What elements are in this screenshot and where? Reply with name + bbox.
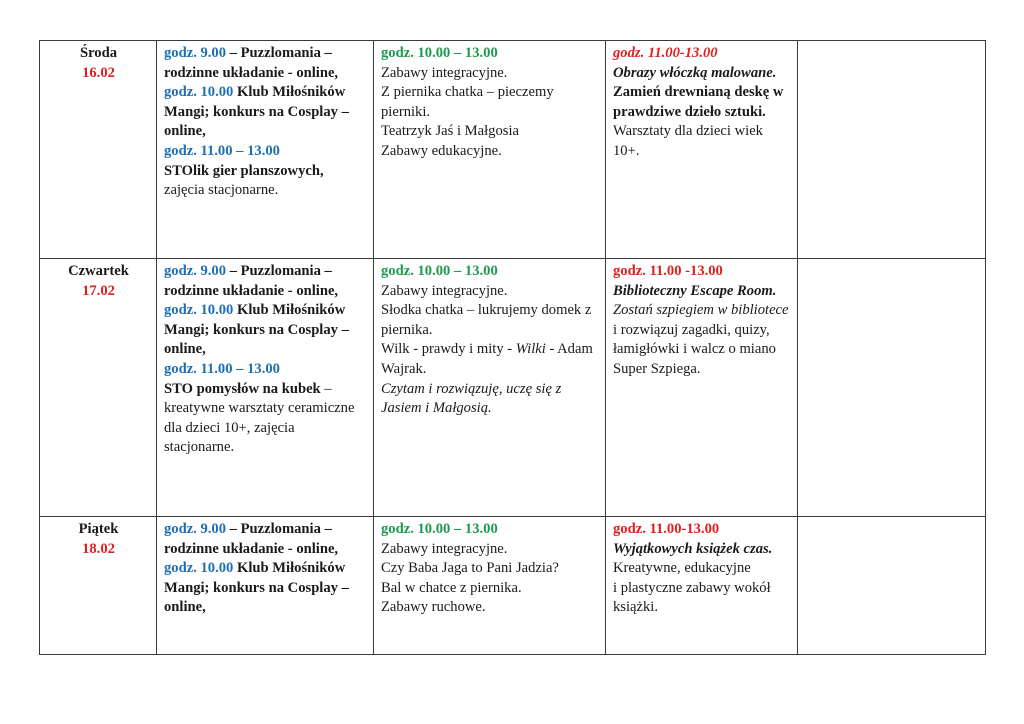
activity-text: Teatrzyk Jaś i Małgosia — [381, 123, 519, 140]
activity-text: Zamień drewnianą deskę w prawdziwe dzieło sztuki. — [613, 84, 784, 120]
playroom-activities-cell — [374, 41, 606, 259]
activity-text: Czy Baba Jaga to Pani Jadzia? — [381, 560, 559, 577]
activity-text: Warsztaty dla dzieci wiek 10+. — [613, 123, 763, 159]
activity-text: i rozwiązuj zagadki, quizy, łamigłówki i walcz o miano Super Szpiega. — [613, 321, 776, 377]
activity-text: Bal w chatce z piernika. — [381, 579, 522, 596]
time-label: godz. 10.00 – 13.00 — [381, 521, 498, 537]
playroom-activities-cell — [374, 259, 606, 517]
time-label: godz. 9.00 — [164, 521, 227, 537]
time-label: godz. 11.00 – 13.00 — [164, 142, 280, 159]
empty-cell — [798, 259, 986, 517]
activity-text: Kreatywne, edukacyjne — [613, 560, 751, 577]
workshop-activities-cell — [606, 41, 798, 259]
activity-text-part: Wilk - prawdy i mity - — [381, 341, 516, 358]
activity-text: Zabawy integracyjne. — [381, 64, 508, 81]
time-label: godz. 11.00-13.00 — [613, 521, 720, 537]
activity-title: Obrazy włóczką malowane. — [613, 64, 777, 81]
time-label: godz. 11.00 – 13.00 — [164, 360, 280, 377]
empty-cell — [798, 41, 986, 259]
day-cell — [40, 41, 157, 259]
empty-cell — [798, 517, 986, 655]
day-date: 18.02 — [82, 540, 115, 557]
schedule-row-czwartek — [40, 259, 986, 517]
activity-text: Zabawy ruchowe. — [381, 599, 486, 616]
time-label: godz. 11.00-13.00 — [613, 45, 718, 61]
activity-text: zajęcia stacjonarne. — [164, 182, 279, 199]
day-name: Czwartek — [68, 263, 129, 279]
activity-text: Klub Miłośników Mangi; konkurs na Cosplay – online, — [164, 84, 349, 140]
time-label: godz. 10.00 — [164, 84, 234, 101]
activity-text: Z piernika chatka – pieczemy pierniki. — [381, 84, 554, 120]
activity-text: Czytam i rozwiązuję, uczę się z Jasiem i Małgosią. — [381, 380, 562, 417]
time-label: godz. 9.00 — [164, 45, 227, 61]
online-activities-cell — [157, 259, 374, 517]
time-label: godz. 10.00 – 13.00 — [381, 45, 498, 61]
activity-title: STO pomysłów na kubek — [164, 380, 321, 397]
online-activities-cell — [157, 41, 374, 259]
workshop-activities-cell — [606, 517, 798, 655]
activity-title: Wyjątkowych książek czas. — [613, 540, 773, 557]
activity-text: Klub Miłośników Mangi; konkurs na Cosplay – online, — [164, 302, 349, 358]
time-label: godz. 10.00 — [164, 560, 234, 577]
playroom-activities-cell — [374, 517, 606, 655]
day-name: Środa — [79, 45, 118, 61]
schedule-row-piatek — [40, 517, 986, 655]
time-label: godz. 9.00 — [164, 263, 227, 279]
day-cell — [40, 517, 157, 655]
book-title: Wilki — [515, 341, 546, 358]
time-label: godz. 10.00 – 13.00 — [381, 263, 498, 279]
workshop-activities-cell — [606, 259, 798, 517]
schedule-row-sroda — [40, 41, 986, 259]
activity-title: Biblioteczny Escape Room. — [613, 282, 777, 299]
activity-text: Klub Miłośników Mangi; konkurs na Cosplay – online, — [164, 560, 349, 616]
activity-text: – Puzzlomania – rodzinne układanie - online, — [164, 521, 339, 557]
activity-text-part: - Adam Wajrak. — [381, 341, 593, 377]
activity-text: – kreatywne warsztaty ceramiczne dla dzieci 10+, zajęcia stacjonarne. — [164, 380, 355, 456]
activity-text: – Puzzlomania – rodzinne układanie - online, — [164, 263, 339, 299]
activity-text: – Puzzlomania – rodzinne układanie - online, — [164, 45, 339, 81]
day-cell — [40, 259, 157, 517]
time-label: godz. 10.00 — [164, 302, 234, 319]
activity-text: Zabawy integracyjne. — [381, 540, 508, 557]
activity-text: Słodka chatka – lukrujemy domek z piernika. — [381, 302, 592, 338]
activity-title: STOlik gier planszowych, — [164, 162, 324, 179]
time-label: godz. 11.00 -13.00 — [613, 263, 723, 279]
day-name: Piątek — [78, 521, 119, 537]
day-date: 16.02 — [82, 64, 115, 81]
online-activities-cell — [157, 517, 374, 655]
activity-text: Zabawy edukacyjne. — [381, 142, 502, 159]
activity-text — [381, 340, 599, 379]
schedule-table — [39, 40, 986, 655]
activity-text: i plastyczne zabawy wokół książki. — [613, 579, 771, 616]
activity-text: Zabawy integracyjne. — [381, 282, 508, 299]
day-date: 17.02 — [82, 282, 115, 299]
activity-text: Zostań szpiegiem w bibliotece — [613, 302, 789, 319]
